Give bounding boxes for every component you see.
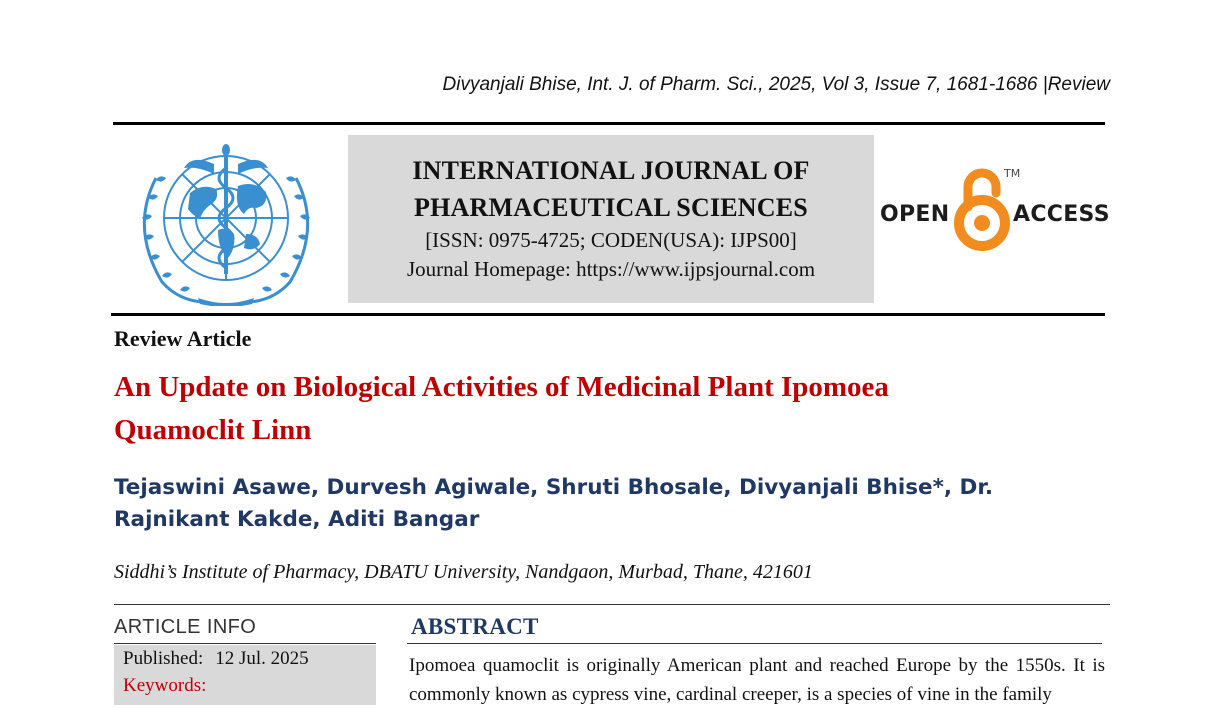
journal-header-box [348,135,874,303]
article-authors: Tejaswini Asawe, Durvesh Agiwale, Shruti Bhosale, Divyanjali Bhise*, Dr. Rajnikant Kakde, Aditi Bangar [114,475,994,532]
published-date: 12 Jul. 2025 [215,648,309,669]
open-access-open-text: OPEN [880,202,950,227]
open-access-logo [880,165,1110,255]
published-row [123,648,309,670]
running-head: Divyanjali Bhise, Int. J. of Pharm. Sci., 2025, Vol 3, Issue 7, 1681-1686 |Review [442,74,1110,95]
journal-name-line1: INTERNATIONAL JOURNAL OF [412,156,810,185]
abstract-text: Ipomoea quamoclit is originally American plant and reached Europe by the 1550s. It is commonly known as cypress vine, cardinal creeper, is a species of vine in the family [409,655,1105,705]
article-affiliation: Siddhi’s Institute of Pharmacy, DBATU University, Nandgaon, Murbad, Thane, 421601 [114,561,813,583]
open-access-access-text: ACCESS [1013,202,1110,227]
header-bottom-rule [111,313,1105,316]
header-top-rule [113,122,1105,125]
abstract-rule [407,643,1102,644]
keywords-label: Keywords: [123,675,207,696]
article-title: An Update on Biological Activities of Medicinal Plant Ipomoea Quamoclit Linn [114,371,889,446]
section-divider [114,604,1110,605]
article-info-box [114,645,376,705]
article-info-heading: ARTICLE INFO [114,616,257,638]
abstract-heading: ABSTRACT [411,614,539,639]
open-access-trademark: TM [1004,167,1021,180]
journal-issn: [ISSN: 0975-4725; CODEN(USA): IJPS00] [425,228,797,252]
published-label: Published: [123,648,204,669]
article-type: Review Article [114,326,252,351]
journal-name-line2: PHARMACEUTICAL SCIENCES [414,193,808,222]
un-emblem-caduceus-icon [128,138,324,306]
article-info-rule [114,643,376,644]
open-access-lock-icon [954,165,1010,251]
journal-homepage: Journal Homepage: https://www.ijpsjournal.com [406,257,816,281]
